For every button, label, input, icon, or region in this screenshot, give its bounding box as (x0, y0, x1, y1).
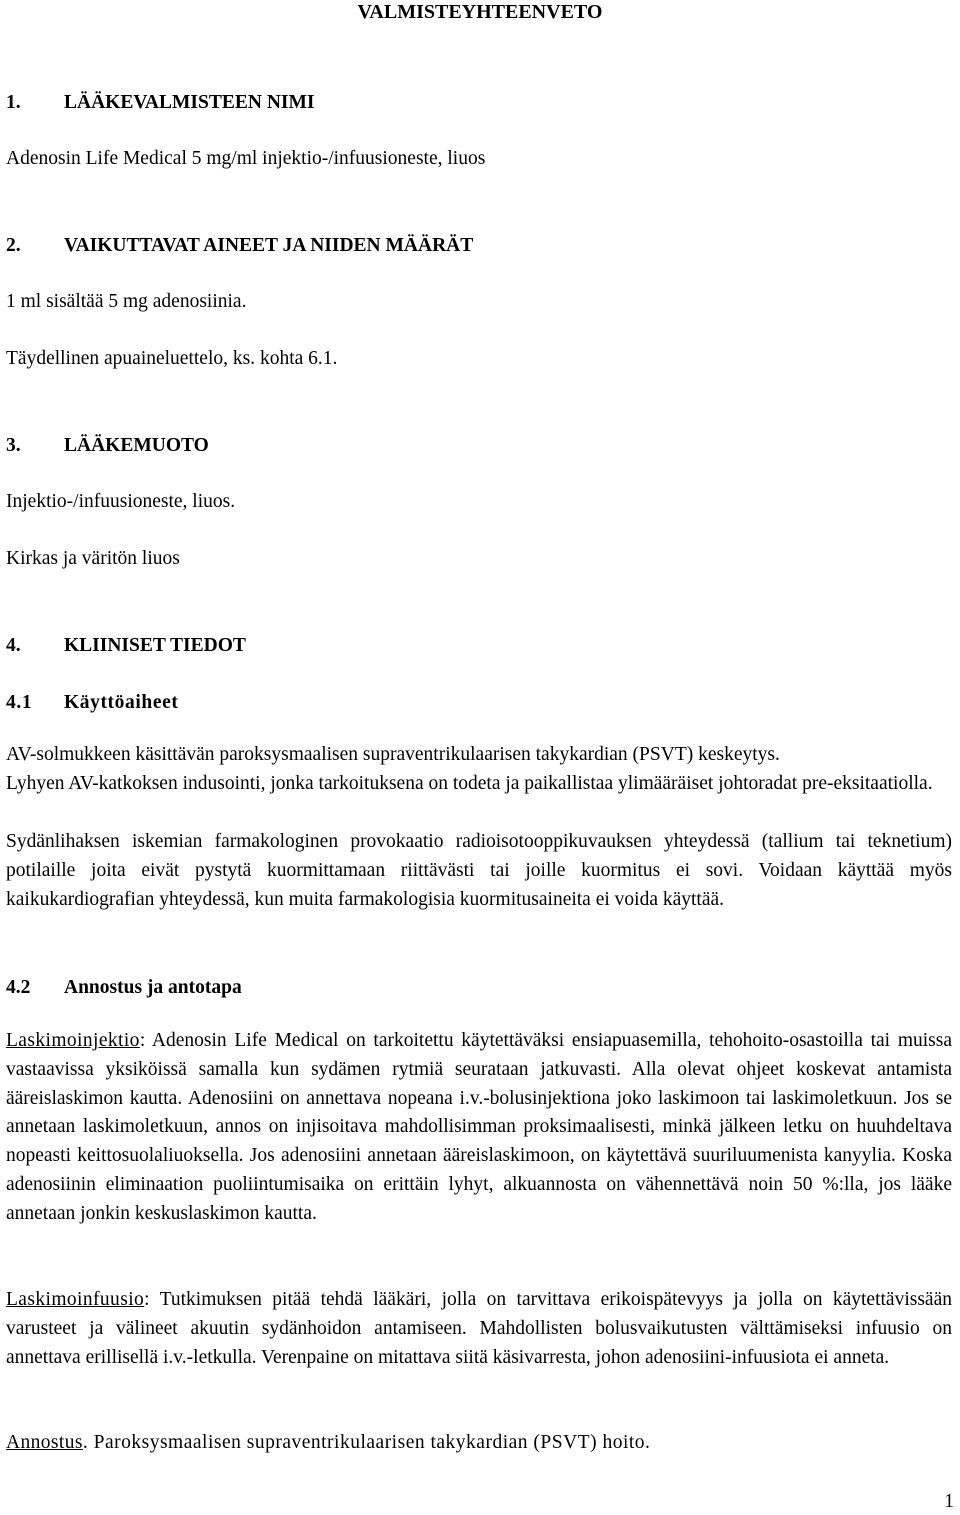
document-title: VALMISTEYHTEENVETO (357, 1, 603, 23)
section-4-2-number: 4.2 (6, 977, 31, 998)
section-2-number: 2. (6, 235, 21, 256)
section-4-number: 4. (6, 635, 21, 656)
excipients-line: Täydellinen apuaineluettelo, ks. kohta 6.1. (6, 348, 338, 369)
section-1-heading (6, 93, 314, 113)
indication-ischemia: Sydänlihaksen iskemian farmakologinen provokaatio radioisotooppikuvauksen yhteydessä (tallium tai teknetium) potilaille joita eivät pystytä kuormittamaan riittävästi tai joille kuormitus ei sovi. Voidaan käyttää myös kaikukardiografian yhteydessä, kun muita farmakologisia kuormitusaineita ei voida käyttää. (6, 831, 952, 910)
section-3-title: LÄÄKEMUOTO (64, 435, 209, 456)
section-1-title: LÄÄKEVALMISTEEN NIMI (64, 92, 315, 113)
dosage-paragraph (6, 1429, 952, 1458)
section-4-heading (6, 636, 246, 656)
injection-paragraph (6, 1027, 952, 1229)
injection-text: : Adenosin Life Medical on tarkoitettu käytettäväksi ensiapuasemilla, tehohoito-osastoilla tai muissa vastaavissa yksiköissä samalla kun sydämen rytmiä seurataan jatkuvasti. Alla olevat ohjeet koskevat antamista ääreislaskimon kautta. Adenosiini on annettava nopeana i.v.-bolusinjektiona joko laskimoon tai laskimoletkuun. Jos se annetaan laskimoletkuun, annos on injisoitava mahdollisimman proksimaalisesti, minkä jälkeen letku on huuhdeltava nopeasti keittosuolaliuoksella. Jos adenosiini annetaan ääreislaskimoon, on käytettävä suuriluumenista kanyylia. Koska adenosiinin eliminaation puoliintumisaika on erittäin lyhyt, alkuannosta on vähennettävä noin 50 %:lla, jos lääke annetaan jonkin keskuslaskimon kautta. (6, 1030, 952, 1224)
infusion-text: : Tutkimuksen pitää tehdä lääkäri, jolla on tarvittava erikoispätevyys ja jolla on käytettävissään varusteet ja välineet akuutin sydänhoidon antamiseen. Mahdollisten bolusvaikutusten välttämiseksi infuusio on annettava erillisellä i.v.-letkulla. Verenpaine on mitattava siitä käsivarresta, johon adenosiini-infuusiota ei anneta. (6, 1289, 952, 1368)
injection-label: Laskimoinjektio (6, 1030, 140, 1051)
section-4-1-title: Käyttöaiheet (64, 692, 179, 713)
composition-line: 1 ml sisältää 5 mg adenosiinia. (6, 291, 247, 312)
section-2-heading (6, 236, 473, 256)
section-4-2-title: Annostus ja antotapa (64, 977, 242, 998)
indication-av-block: Lyhyen AV-katkoksen indusointi, jonka tarkoituksena on todeta ja paikallistaa ylimääräiset johtoradat pre-eksitaatiolla. (6, 773, 933, 794)
product-name: Adenosin Life Medical 5 mg/ml injektio-/infuusioneste, liuos (6, 148, 486, 169)
infusion-label: Laskimoinfuusio (6, 1289, 145, 1310)
section-1-number: 1. (6, 92, 21, 113)
section-2-title: VAIKUTTAVAT AINEET JA NIIDEN MÄÄRÄT (64, 235, 474, 256)
section-3-number: 3. (6, 435, 21, 456)
section-4-1-number: 4.1 (6, 692, 33, 713)
appearance-line: Kirkas ja väritön liuos (6, 548, 180, 569)
page-number: 1 (944, 1491, 954, 1512)
dosage-label: Annostus (6, 1432, 83, 1453)
section-4-2-heading (6, 978, 242, 998)
section-3-heading (6, 436, 209, 456)
indication-psvt: AV-solmukkeen käsittävän paroksysmaalisen supraventrikulaarisen takykardian (PSVT) keskeytys. (6, 744, 780, 765)
section-4-title: KLIINISET TIEDOT (64, 635, 246, 656)
dosage-form-line: Injektio-/infuusioneste, liuos. (6, 491, 236, 512)
section-4-1-heading (6, 693, 178, 713)
dosage-text: . Paroksysmaalisen supraventrikulaarisen takykardian (PSVT) hoito. (82, 1432, 651, 1453)
infusion-paragraph (6, 1286, 952, 1372)
